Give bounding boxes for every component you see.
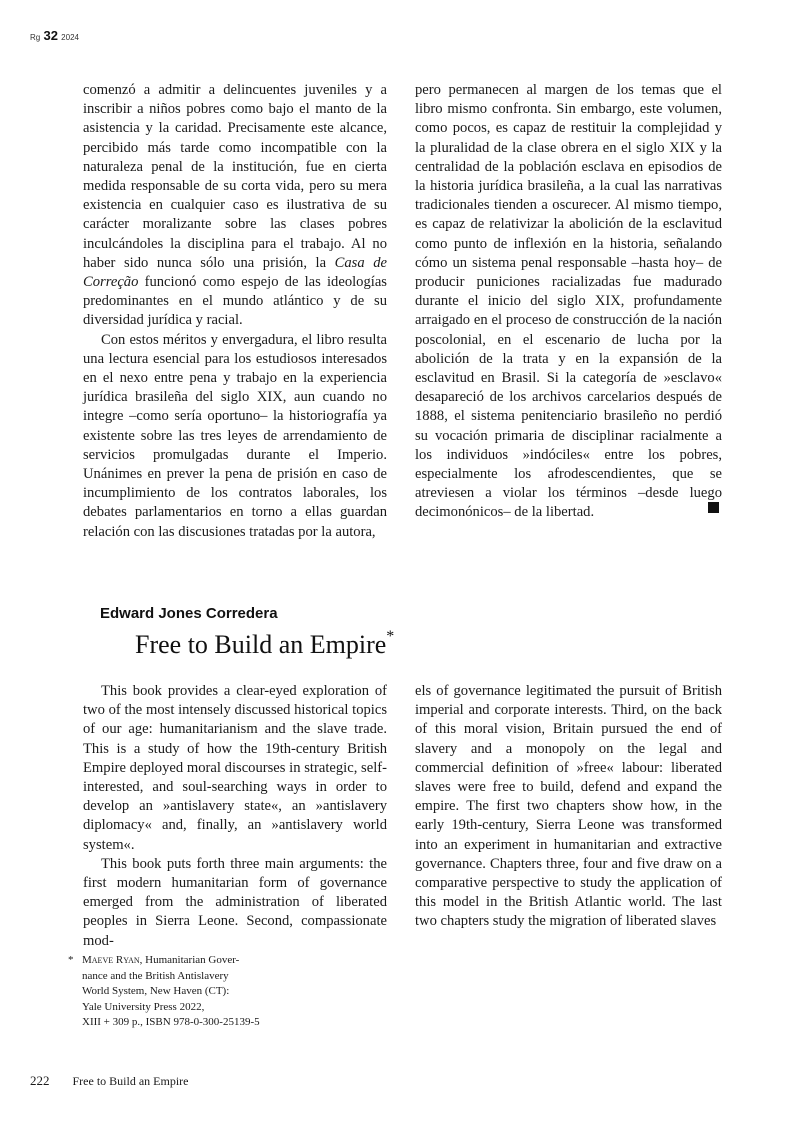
review1-right-column (415, 81, 722, 523)
review1-paragraph-1: comenzó a admitir a delincuentes juveniles y a inscribir a niños pobres como bajo el manto de la asistencia y la caridad. Precisamente este alcance, percibido más tarde como incompatible con la naturaleza penal de la institución, fue en cierta medida responsable de su corta vida, pero su mera existencia en cualquier caso es ilustrativa de su carácter moralizante sobre las clases pobres inculcándoles la disciplina para el trabajo. Al no haber sido nunca sólo una prisión, la Casa de Correção funcionó como espejo de las ideologías predominantes en el mundo atlántico y de su diversidad jurídica y racial. (83, 82, 387, 329)
journal-abbrev: Rg (30, 33, 41, 42)
page-number: 222 (30, 1073, 50, 1088)
title-footnote-mark: * (386, 628, 395, 646)
review2-paragraph-2: This book puts forth three main arguments: the first modern humanitarian form of governance emerged from the administration of liberated peoples in Sierra Leone. Second, compassionate mod- (83, 855, 387, 949)
review2-paragraph-3: els of governance legitimated the pursuit of British imperial and corporate interests. Third, on the back of this moral vision, Britain pursued the end of slavery and a monopoly on the legal and commercial definition of »free« labour: liberated slaves were free to build, defend and expand the empire. The first two chapters show how, in the early 19th-century, Sierra Leone was transformed into an experiment in humanitarian and extractive governance. Chapters three, four and five draw on a comparative perspective to study the application of this model in the British Atlantic world. The last two chapters study the migration of liberated slaves (415, 683, 722, 930)
review1-left-column (83, 81, 387, 542)
page-footer (30, 1073, 188, 1089)
review-author: Edward Jones Corredera (100, 605, 278, 622)
footnote-mark: * (68, 954, 74, 966)
review2-paragraph-1: This book provides a clear-eyed exploration of two of the most intensely discussed historical topics of our age: humanitarianism and the slave trade. This is a study of how the 19th-century British Empire deployed moral discourses in strategic, self-interested, and soul-searching ways in order to develop an »antislavery state«, an »antislavery diplomacy« and, finally, an »antislavery world system«. (83, 683, 387, 853)
institution-name: Casa de Correção (83, 254, 387, 291)
journal-year: 2024 (61, 33, 79, 42)
review2-left-column (83, 682, 387, 951)
footnote: * Maeve Ryan, Humanitarian Gover- nance and the British Antislavery World System, New Haven (CT): Yale University Press 2022, XIII + 309 p., ISBN 978-0-300-25139-5 (68, 954, 260, 1029)
journal-volume: 32 (43, 28, 58, 43)
review2-right-column (415, 682, 722, 932)
review-title: Free to Build an Empire* (135, 628, 395, 659)
journal-header (30, 28, 79, 43)
end-of-review-mark (708, 502, 719, 513)
running-title: Free to Build an Empire (72, 1074, 189, 1088)
review1-paragraph-3: pero permanecen al margen de los temas que el libro mismo confronta. Sin embargo, este volumen, como pocos, es capaz de restituir la complejidad y la pluralidad de la clase obrera en el siglo XIX y la centralidad de la población esclava en episodios de la historia jurídica brasileña, a la cual las narrativas tradicionales tienden a oscurecer. Al mismo tiempo, es capaz de relativizar la abolición de la esclavitud como punto de inflexión en la historia, señalando cómo un sistema penal responsable –hasta hoy– de producir puniciones racializadas fue madurado durante el inicio del siglo XIX, profundamente arraigado en el proceso de construcción de la nación poscolonial, en el escenario de lucha por la abolición de la trata y en la expansión de la esclavitud en Brasil. Si la categoría de »esclavo« desapareció de los archivos carcelarios después de 1888, el sistema penitenciario brasileño no perdió su vocación primaria de disciplinar racialmente a los individuos »indóciles« entre los pobres, especialmente los afrodescendientes, que se atreviesen a violar los términos –desde luego decimonónicos– de la libertad. (415, 82, 722, 521)
review1-paragraph-2: Con estos méritos y envergadura, el libro resulta una lectura esencial para los estudiosos interesados en el nexo entre pena y trabajo en la experiencia jurídica brasileña del siglo XIX, aun cuando no integre –como sería oportuno– la historiografía ya existente sobre las tres leyes de arrendamiento de servicios promulgadas durante el Imperio. Unánimes en prever la pena de prisión en caso de incumplimiento de los contratos laborales, los debates parlamentarios en torno a ellas guardan relación con las discusiones tratadas por la autora, (83, 331, 387, 540)
footnote-author: Maeve Ryan (82, 954, 140, 966)
